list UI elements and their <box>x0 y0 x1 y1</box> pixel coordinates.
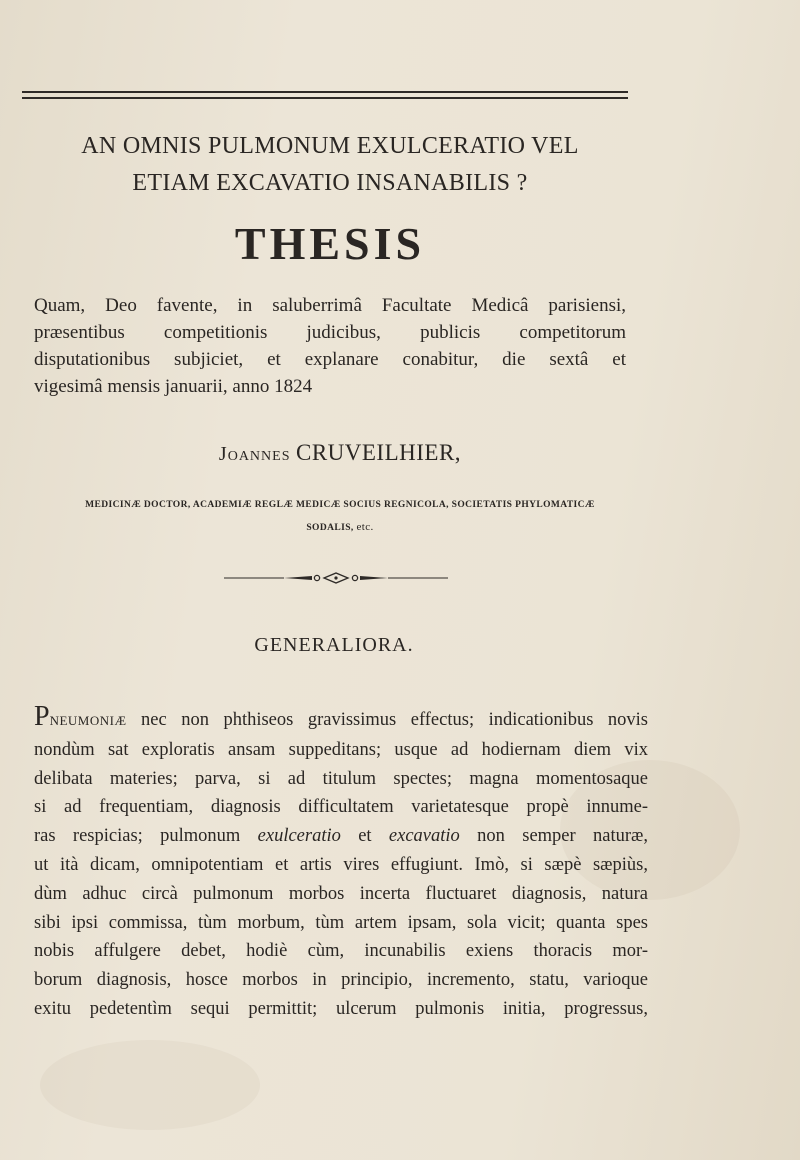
body-line: delibata materies; parva, si ad titulum spectes; magna momentosaque <box>34 768 648 789</box>
body-line: exitu pedetentìm sequi permittit; ulcerum pulmonis initia, progressus, <box>34 998 648 1019</box>
italic-term: excavatio <box>388 826 460 847</box>
author-affiliation <box>60 494 620 539</box>
paper-stain <box>40 1040 260 1130</box>
header-double-rule <box>22 91 628 99</box>
thesis-heading: THESIS <box>234 218 426 269</box>
drop-cap: P <box>34 701 50 732</box>
author-surname: CRUVEILHIER, <box>295 440 462 465</box>
intro-line: Quam, Deo favente, in saluberrimâ Facultate Medicâ parisiensi, <box>34 295 626 316</box>
intro-paragraph <box>34 292 626 400</box>
affiliation-line: MEDICINÆ DOCTOR, ACADEMIÆ REGLÆ MEDICÆ SOCIUS REGNICOLA, SOCIETATIS PHYLOMATICÆ <box>85 500 595 510</box>
body-line: si ad frequentiam, diagnosis difficultatem varietatesque propè innume- <box>34 797 648 818</box>
body-line: borum diagnosis, hosce morbos in principio, incremento, statu, varioque <box>34 970 648 991</box>
body-line: sibi ipsi commissa, tùm morbum, tùm artem ipsam, sola vicit; quanta spes <box>34 912 648 933</box>
main-title <box>0 128 660 202</box>
body-text-run: non semper naturæ, <box>459 826 648 847</box>
title-line: ETIAM EXCAVATIO INSANABILIS ? <box>132 170 528 196</box>
body-text-run: ras respicias; pulmonum <box>34 826 258 847</box>
author-given-name: Joannes <box>218 443 291 465</box>
affiliation-etc: etc. <box>356 521 374 533</box>
small-caps-word: NEUMONIÆ <box>49 713 127 728</box>
body-paragraph <box>34 701 648 1024</box>
body-line: nondùm sat exploratis ansam suppeditans; usque ad hodiernam diem vix <box>34 739 648 760</box>
body-line: dùm adhuc circà pulmonum morbos incerta fluctuaret diagnosis, natura <box>34 883 648 904</box>
body-line <box>34 701 648 736</box>
intro-line: vigesimâ mensis januarii, anno 1824 <box>34 376 313 397</box>
body-text-run: et <box>340 826 389 847</box>
author-name <box>0 438 680 469</box>
body-text-run: nec non phthiseos gravissimus effectus; indicationibus novis <box>126 710 648 730</box>
ornament-divider-icon <box>224 570 448 586</box>
body-line: ut ità dicam, omnipotentiam et artis vires effugiunt. Imò, si sæpè sæpiùs, <box>34 854 648 875</box>
section-title: GENERALIORA. <box>254 634 414 656</box>
intro-line: præsentibus competitionis judicibus, publicis competitorum <box>34 322 626 343</box>
affiliation-line: SODALIS, <box>306 523 354 533</box>
body-line: nobis affulgere debet, hodiè cùm, incunabilis exiens thoracis mor- <box>34 941 648 962</box>
intro-line: disputationibus subjiciet, et explanare conabitur, die sextâ et <box>34 349 626 370</box>
italic-term: exulceratio <box>257 826 341 847</box>
title-line: AN OMNIS PULMONUM EXULCERATIO VEL <box>81 133 579 159</box>
body-line <box>34 822 648 851</box>
